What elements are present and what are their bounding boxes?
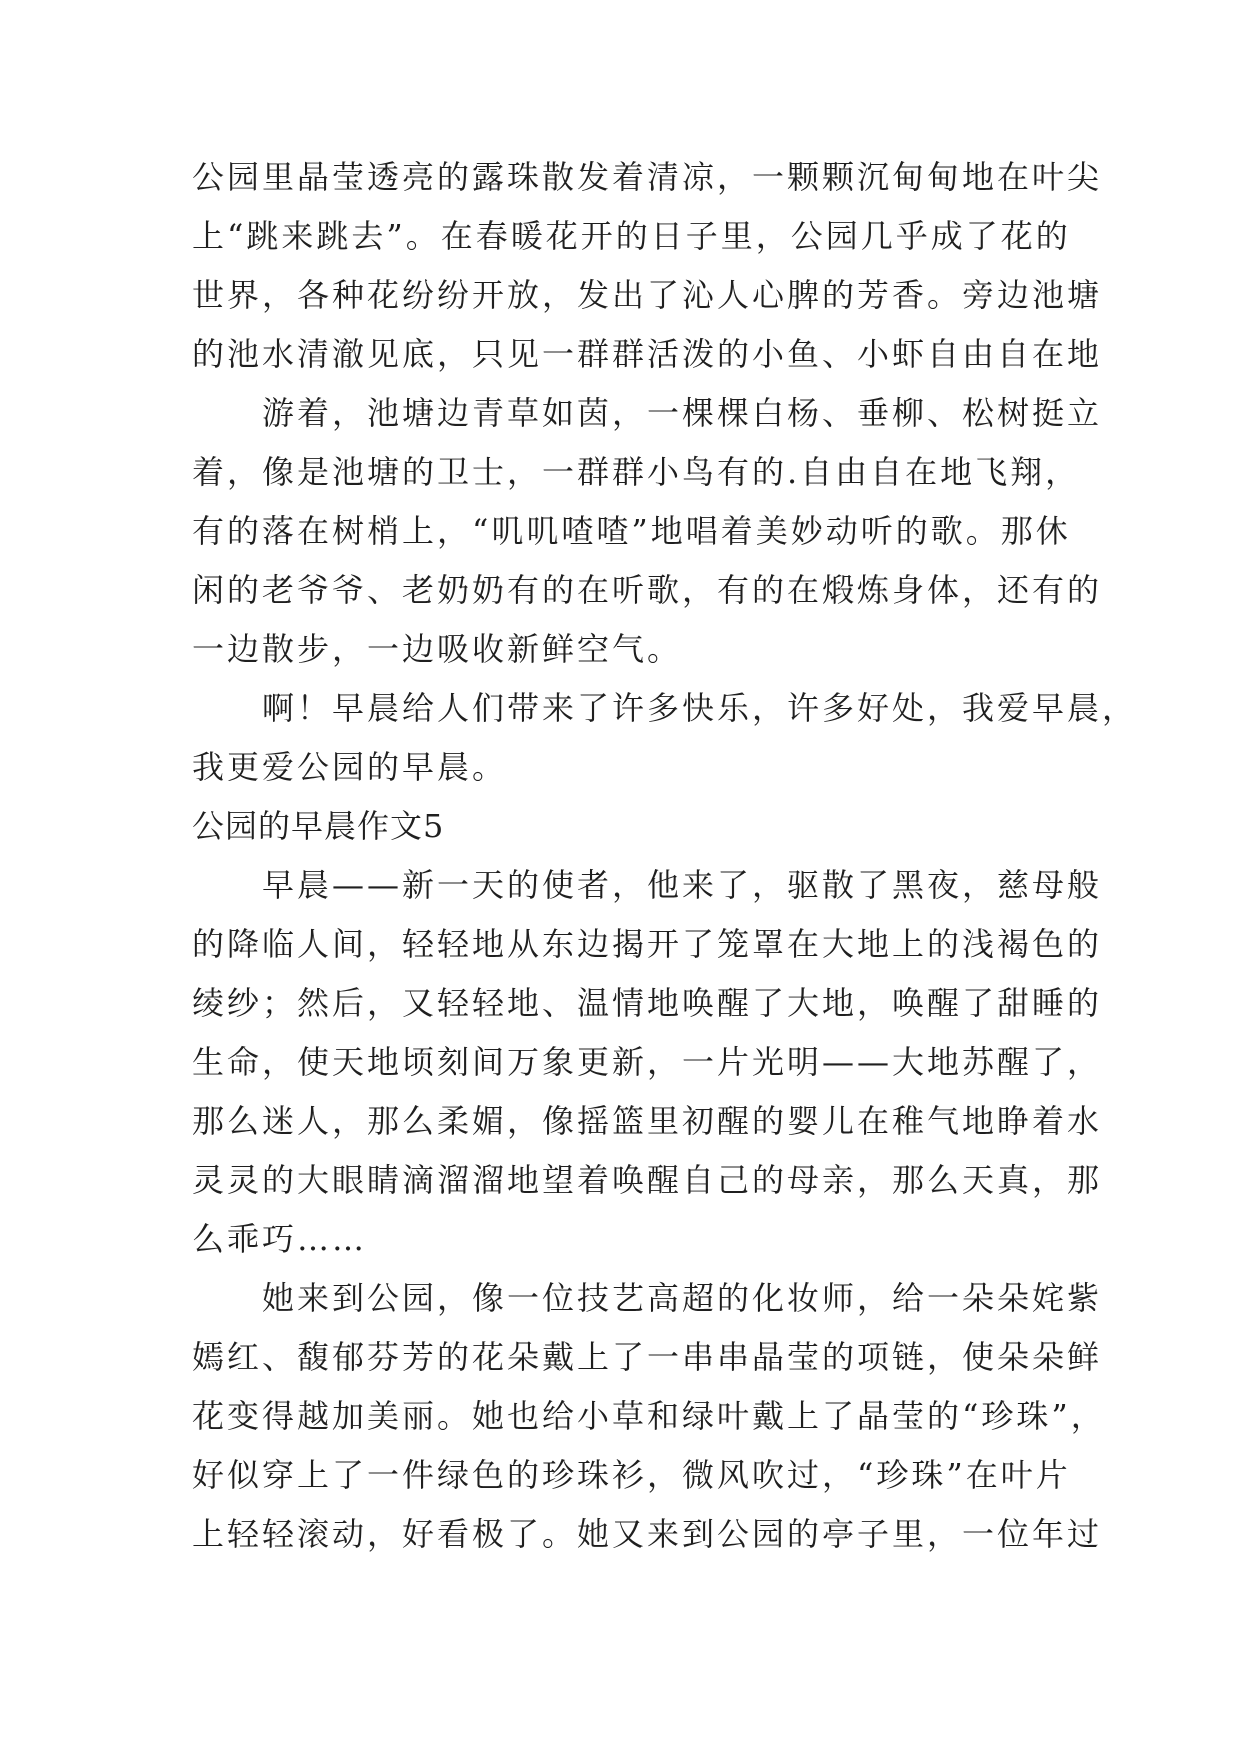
text-line: 灵灵的大眼睛滴溜溜地望着唤醒自己的母亲，那么天真，那 — [192, 1161, 1103, 1199]
text-line: 那么迷人，那么柔媚，像摇篮里初醒的婴儿在稚气地睁着水 — [192, 1102, 1103, 1140]
text-line: 好似穿上了一件绿色的珍珠衫，微风吹过，“珍珠”在叶片 — [192, 1456, 1071, 1494]
text-line: 我更爱公园的早晨。 — [192, 748, 508, 786]
text-line: 世界，各种花纷纷开放，发出了沁人心脾的芳香。旁边池塘 — [192, 276, 1103, 314]
text-line: 绫纱；然后，又轻轻地、温情地唤醒了大地，唤醒了甜睡的 — [192, 984, 1103, 1022]
text-line: 的降临人间，轻轻地从东边揭开了笼罩在大地上的浅褐色的 — [192, 925, 1103, 963]
text-line: 公园里晶莹透亮的露珠散发着清凉，一颗颗沉甸甸地在叶尖 — [192, 158, 1103, 196]
document-body — [192, 148, 1138, 1564]
text-line: 么乖巧…… — [192, 1220, 368, 1258]
text-line: 上“跳来跳去”。在春暖花开的日子里，公园几乎成了花的 — [192, 217, 1071, 255]
section-heading: 公园的早晨作文5 — [192, 807, 445, 845]
text-line: 有的落在树梢上，“叽叽喳喳”地唱着美妙动听的歌。那休 — [192, 512, 1071, 550]
text-line: 花变得越加美丽。她也给小草和绿叶戴上了晶莹的“珍珠”， — [192, 1397, 1106, 1435]
text-line: 闲的老爷爷、老奶奶有的在听歌，有的在煅炼身体，还有的 — [192, 571, 1103, 609]
text-line: 生命，使天地顷刻间万象更新，一片光明——大地苏醒了， — [192, 1043, 1103, 1081]
text-line: 的池水清澈见底，只见一群群活泼的小鱼、小虾自由自在地 — [192, 335, 1103, 373]
text-line: 她来到公园，像一位技艺高超的化妆师，给一朵朵姹紫 — [262, 1279, 1103, 1317]
text-line: 一边散步，一边吸收新鲜空气。 — [192, 630, 683, 668]
text-line: 着，像是池塘的卫士，一群群小鸟有的.自由自在地飞翔， — [192, 453, 1081, 491]
text-line: 啊！早晨给人们带来了许多快乐，许多好处，我爱早晨， — [262, 689, 1138, 727]
text-line: 游着，池塘边青草如茵，一棵棵白杨、垂柳、松树挺立 — [262, 394, 1103, 432]
text-line: 早晨——新一天的使者，他来了，驱散了黑夜，慈母般 — [262, 866, 1103, 904]
text-line: 嫣红、馥郁芬芳的花朵戴上了一串串晶莹的项链，使朵朵鲜 — [192, 1338, 1103, 1376]
text-line: 上轻轻滚动，好看极了。她又来到公园的亭子里，一位年过 — [192, 1515, 1103, 1553]
